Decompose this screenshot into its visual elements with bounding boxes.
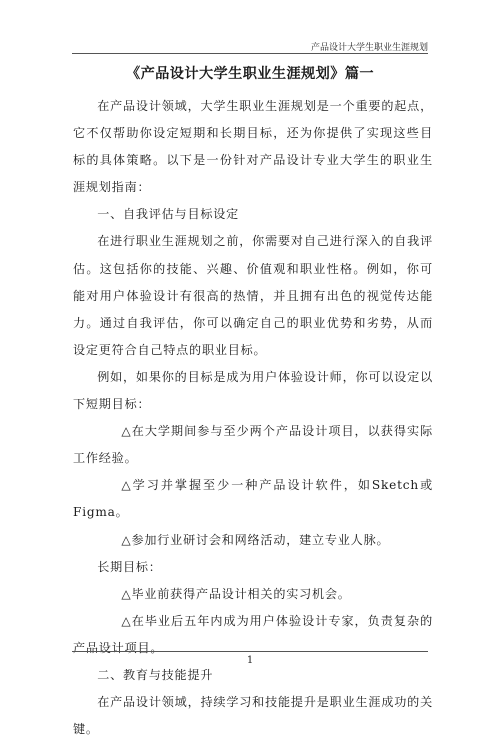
paragraph: 在产品设计领域，大学生职业生涯规划是一个重要的起点，它不仅帮助你设定短期和长期目标，还为你提供了实现这些目标的具体策略。以下是一份针对产品设计专业大学生的职业生涯规划指南： bbox=[73, 99, 433, 195]
list-item: △在毕业后五年内成为用户体验设计专家，负责复杂的产品设计项目。 bbox=[73, 613, 433, 655]
page-number: 1 bbox=[246, 655, 254, 666]
running-header: 产品设计大学生职业生涯规划 bbox=[310, 43, 428, 53]
paragraph: 在产品设计领域，持续学习和技能提升是职业生涯成功的关键。 bbox=[73, 695, 433, 737]
paragraph: 例如，如果你的目标是成为用户体验设计师，你可以设定以下短期目标： bbox=[73, 369, 433, 412]
header-divider bbox=[72, 53, 428, 54]
section-heading: 一、自我评估与目标设定 bbox=[97, 207, 240, 222]
section-heading: 二、教育与技能提升 bbox=[97, 667, 214, 682]
paragraph: 长期目标： bbox=[97, 559, 162, 574]
list-item: △参加行业研讨会和网络活动，建立专业人脉。 bbox=[121, 532, 390, 547]
document-body bbox=[73, 93, 433, 743]
document-title: 《产品设计大学生职业生涯规划》篇一 bbox=[126, 66, 374, 82]
list-item: △在大学期间参与至少两个产品设计项目，以获得实际工作经验。 bbox=[73, 424, 433, 466]
list-item: △学习并掌握至少一种产品设计软件，如Sketch或Figma。 bbox=[73, 478, 433, 520]
list-item: △毕业前获得产品设计相关的实习机会。 bbox=[121, 586, 351, 601]
footer-divider bbox=[72, 651, 428, 652]
paragraph: 在进行职业生涯规划之前，你需要对自己进行深入的自我评估。这包括你的技能、兴趣、价值观和职业性格。例如，你可能对用户体验设计有很高的热情，并且拥有出色的视觉传达能力。通过自我评估，你可以确定自己的职业优势和劣势，从而设定更符合自己特点的职业目标。 bbox=[73, 234, 433, 357]
